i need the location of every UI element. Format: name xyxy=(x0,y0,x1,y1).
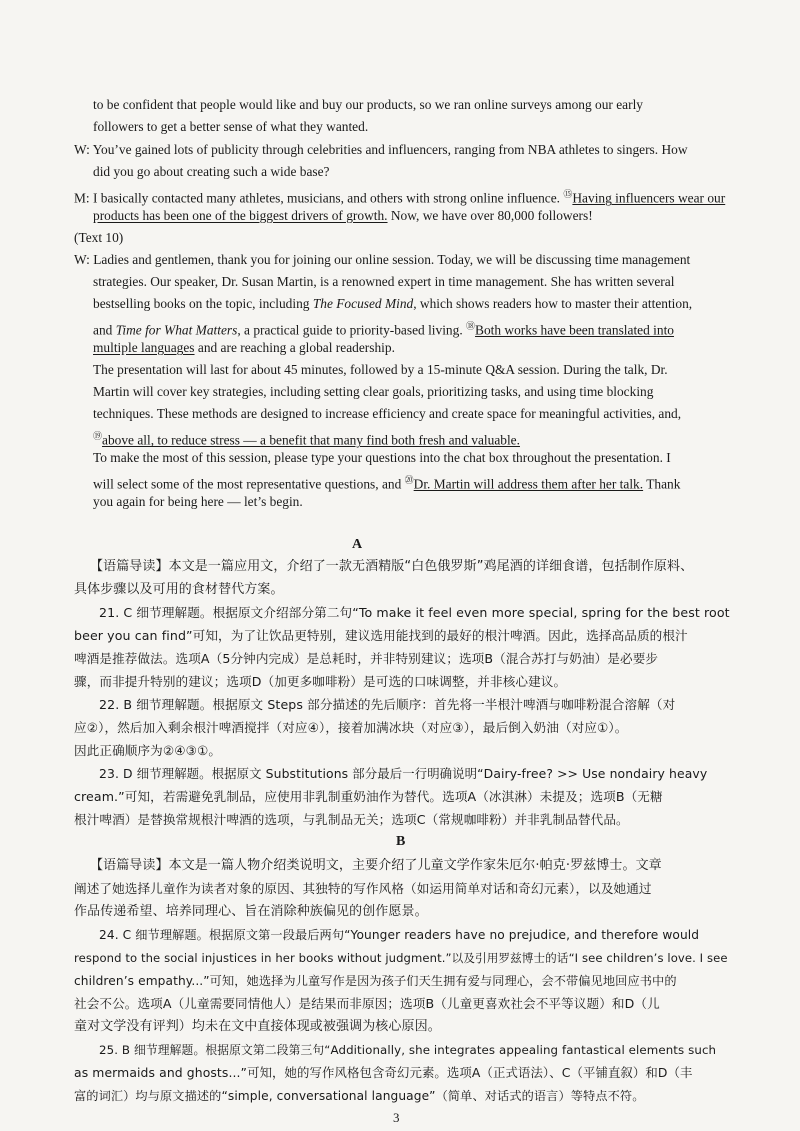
transcript-line: you again for being here — let’s begin. xyxy=(93,494,303,509)
transcript-line: Martin will cover key strategies, including setting clear goals, prioritizing tasks, and using time blocking xyxy=(93,384,654,399)
reading-guide: 作品传递希望、培养同理心、旨在消除种族偏见的创作愿景。 xyxy=(74,904,428,919)
transcript-line: products has been one of the biggest drivers of growth. Now, we have over 80,000 followers! xyxy=(93,208,593,223)
reading-guide: 阐述了她选择儿童作为读者对象的原因、其独特的写作风格（如运用简单对话和奇幻元素），以及她通过 xyxy=(74,881,652,896)
transcript-line: multiple languages and are reaching a global readership. xyxy=(93,340,395,355)
key-sentence: products has been one of the biggest drivers of growth. xyxy=(93,208,388,223)
question-marker: ⑮ xyxy=(563,189,573,199)
answer-explanation: 应②），然后加入剩余根汁啤酒搅拌（对应④），接着加满冰块（对应③），最后倒入奶油（对应①）。 xyxy=(74,720,628,735)
answer-explanation: 富的词汇）均与原文描述的“simple, conversational language”（简单、对话式的语言）等特点不符。 xyxy=(74,1089,645,1103)
key-sentence: Both works have been translated into xyxy=(475,322,674,338)
answer-explanation: 根汁啤酒）是替换常规根汁啤酒的选项，与乳制品无关；选项C（常规咖啡粉）并非乳制品替代品。 xyxy=(74,812,629,827)
transcript-line: did you go about creating such a wide base? xyxy=(93,164,330,179)
answer-explanation: 25. B 细节理解题。根据原文第二段第三句“Additionally, she integrates appealing fantastical elements such xyxy=(99,1043,717,1057)
key-sentence: Having influencers wear our xyxy=(572,190,726,206)
transcript-line: techniques. These methods are designed to increase efficiency and create space for meaningful activities, and, xyxy=(93,406,682,421)
reading-guide: 【语篇导读】本文是一篇人物介绍类说明文，主要介绍了儿童文学作家朱厄尔·帕克·罗兹博士。文章 xyxy=(90,858,662,873)
transcript-line: will select some of the most representative questions, and ⑳Dr. Martin will address them after her talk. Thank xyxy=(93,475,681,492)
answer-explanation: 22. B 细节理解题。根据原文 Steps 部分描述的先后顺序：首先将一半根汁啤酒与咖啡粉混合溶解（对 xyxy=(99,697,676,712)
answer-explanation: 社会不公。选项A（儿童需要同情他人）是结果而非原因；选项B（儿童更喜欢社会不平等议题）和D（儿 xyxy=(74,996,660,1011)
reading-guide: 具体步骤以及可用的食材替代方案。 xyxy=(74,582,284,597)
section-heading-b: B xyxy=(396,834,406,849)
transcript-line: M: I basically contacted many athletes, musicians, and others with strong online influence. ⑮Having influencers wear our xyxy=(74,189,726,206)
transcript-line: W: You’ve gained lots of publicity through celebrities and influencers, ranging from NBA athletes to singers. How xyxy=(74,142,688,157)
transcript-line: W: Ladies and gentlemen, thank you for joining our online session. Today, we will be discussing time management xyxy=(74,252,691,267)
book-title: The Focused Mind xyxy=(312,296,414,311)
answer-explanation: 童对文学没有评判）均未在文中直接体现或被强调为核心原因。 xyxy=(74,1019,441,1034)
transcript-line: and Time for What Matters, a practical guide to priority-based living. ⑱Both works have been translated into xyxy=(93,321,674,338)
answer-explanation: as mermaids and ghosts...”可知，她的写作风格包含奇幻元素。选项A（正式语法）、C（平铺直叙）和D（丰 xyxy=(74,1065,693,1080)
answer-explanation: 因此正确顺序为②④③①。 xyxy=(74,743,222,758)
answer-explanation: 23. D 细节理解题。根据原文 Substitutions 部分最后一行明确说明“Dairy-free? >> Use nondairy heavy xyxy=(99,766,708,781)
answer-explanation: 啤酒是推荐做法。选项A（5分钟内完成）是总耗时，并非特别建议；选项B（混合苏打与奶油）是必要步 xyxy=(74,651,659,666)
transcript-line: To make the most of this session, please type your questions into the chat box throughout the presentation. I xyxy=(93,450,671,465)
page-number: 3 xyxy=(393,1110,400,1125)
answer-explanation: 骤，而非提升特别的建议；选项D（加更多咖啡粉）是可选的口味调整，并非核心建议。 xyxy=(74,674,567,689)
answer-explanation: 21. C 细节理解题。根据原文介绍部分第二句“To make it feel even more special, spring for the best root xyxy=(99,605,730,620)
key-sentence: Dr. Martin will address them after her talk. xyxy=(413,476,644,492)
answer-explanation: cream.”可知，若需避免乳制品，应使用非乳制重奶油作为替代。选项A（冰淇淋）未提及；选项B（无糖 xyxy=(74,789,663,804)
question-marker: ⑱ xyxy=(466,321,476,331)
transcript-line: bestselling books on the topic, including The Focused Mind, which shows readers how to master their attention, xyxy=(93,296,693,311)
answer-explanation: children’s empathy...”可知，她选择为儿童写作是因为孩子们天生拥有爱与同理心，会不带偏见地回应书中的 xyxy=(74,974,677,988)
question-marker: ⑲ xyxy=(93,431,103,441)
section-heading-a: A xyxy=(352,537,363,552)
answer-explanation: beer you can find”可知，为了让饮品更特别，建议选用能找到的最好的根汁啤酒。因此，选择高品质的根汁 xyxy=(74,628,688,643)
question-marker: ⑳ xyxy=(404,475,414,485)
book-title: Time for What Matters xyxy=(115,322,238,338)
key-sentence: multiple languages xyxy=(93,340,195,355)
transcript-line xyxy=(93,428,520,448)
transcript-line: to be confident that people would like and buy our products, so we ran online surveys among our early xyxy=(93,97,643,112)
reading-guide: 【语篇导读】本文是一篇应用文，介绍了一款无酒精版“白色俄罗斯”鸡尾酒的详细食谱，包括制作原料、 xyxy=(90,559,694,574)
key-sentence: above all, to reduce stress — a benefit that many find both fresh and valuable. xyxy=(102,432,520,448)
answer-explanation: 24. C 细节理解题。根据原文第一段最后两句“Younger readers have no prejudice, and therefore would xyxy=(99,928,700,942)
answer-explanation: respond to the social injustices in her books without judgment.”以及引用罗兹博士的话“I see children’s love. I see xyxy=(74,951,728,965)
transcript-line: strategies. Our speaker, Dr. Susan Martin, is a renowned expert in time management. She has written several xyxy=(93,274,675,289)
transcript-line: followers to get a better sense of what they wanted. xyxy=(93,119,369,134)
transcript-line: The presentation will last for about 45 minutes, followed by a 15-minute Q&A session. During the talk, Dr. xyxy=(93,362,668,377)
text-label: (Text 10) xyxy=(74,230,124,245)
